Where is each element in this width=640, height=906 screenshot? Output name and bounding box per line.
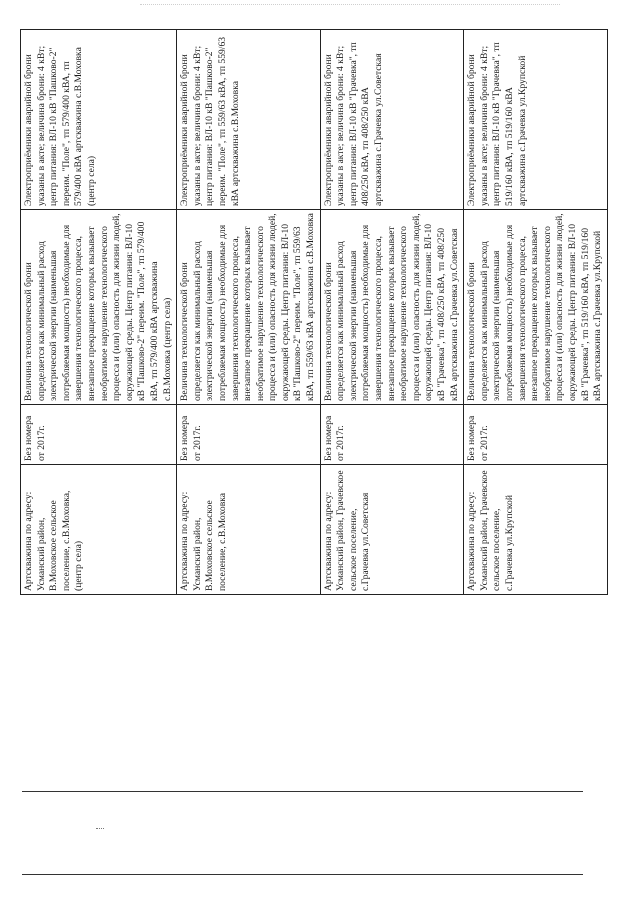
horizontal-rule xyxy=(22,874,583,875)
scan-noise-line xyxy=(140,4,560,6)
note-cell: Электроприёмники аварийной брони указаны в акте; величина брони: 4 кВт; центр питания: ВЛ-10 кВ "Пашково-2" переим. "Поле", тп 579/400 кВА, тп 579/400 кВА артскважина с.В.Моховка (центр села) xyxy=(21,30,177,210)
object-address-cell: Артскважина по адресу: Усманский район, В.Моховское сельское поселение, с.В.Моховка, (центр села) xyxy=(21,465,177,595)
note-cell: Электроприёмники аварийной брони указаны в акте; величина брони: 4 кВт; центр питания: ВЛ-10 кВ "Пашково-2" переим. "Поле", тп 559/63 кВА, тп 559/63 кВА артскважина с.В.Моховка xyxy=(177,30,321,210)
object-address-cell: Артскважина по адресу: Усманский район, Грачевское сельское поселение, с.Грачевка ул.Крупской xyxy=(464,465,608,595)
note-cell: Электроприёмники аварийной брони указаны в акте; величина брони: 4 кВт; центр питания: ВЛ-10 кВ "Грачевка", тп 408/250 кВА, тп 408/250 кВА артскважина с.Грачевка ул.Советская xyxy=(320,30,464,210)
table-row xyxy=(464,30,608,595)
table-row xyxy=(177,30,321,595)
description-cell: Величина технологической брони определяется как минимальный расход электрической энергии (наименьшая потребляемая мощность) необходимые для завершения технологического процесса, внезапное прекращение которых вызывает необратимое нарушение технологического процесса и (или) опасность для жизни людей, окружающей среды. Центр питания: ВЛ-10 кВ "Грачевка", тп 408/250 кВА, тп 408/250 кВА артскважина с.Грачевка ул.Советская xyxy=(320,210,464,405)
horizontal-rule xyxy=(22,791,583,792)
rotated-table-page xyxy=(20,30,604,595)
document-cell: Без номера от 2017г. xyxy=(320,405,464,465)
description-cell: Величина технологической брони определяется как минимальный расход электрической энергии (наименьшая потребляемая мощность) необходимые для завершения технологического процесса, внезапное прекращение которых вызывает необратимое нарушение технологического процесса и (или) опасность для жизни людей, окружающей среды. Центр питания: ВЛ-10 кВ "Грачевка", тп 519/160 кВА, тп 519/160 кВА артскважина с.Грачевка ул.Крупской xyxy=(464,210,608,405)
document-cell: Без номера от 2017г. xyxy=(21,405,177,465)
note-cell: Электроприёмники аварийной брони указаны в акте; величина брони: 4 кВт; центр питания: ВЛ-10 кВ "Грачевка", тп 519/160 кВА, тп 519/160 кВА артскважина с.Грачевка ул.Крупской xyxy=(464,30,608,210)
emergency-reserve-table xyxy=(20,29,608,595)
document-cell: Без номера от 2017г. xyxy=(464,405,608,465)
description-cell: Величина технологической брони определяется как минимальный расход электрической энергии (наименьшая потребляемая мощность) необходимые для завершения технологического процесса, внезапное прекращение которых вызывает необратимое нарушение технологического процесса и (или) опасность для жизни людей, окружающей среды. Центр питания: ВЛ-10 кВ "Пашково-2" переим. "Поле", тп 579/400 кВА, тп 579/400 кВА артскважина с.В.Моховка (центр села) xyxy=(21,210,177,405)
object-address-cell: Артскважина по адресу: Усманский район, В.Моховское сельское поселение, с.В.Моховка xyxy=(177,465,321,595)
scan-mark xyxy=(96,828,104,831)
table-row xyxy=(320,30,464,595)
document-cell: Без номера от 2017г. xyxy=(177,405,321,465)
object-address-cell: Артскважина по адресу: Усманский район, Грачевское сельское поселение, с.Грачевка ул.Советская xyxy=(320,465,464,595)
description-cell: Величина технологической брони определяется как минимальный расход электрической энергии (наименьшая потребляемая мощность) необходимые для завершения технологического процесса, внезапное прекращение которых вызывает необратимое нарушение технологического процесса и (или) опасность для жизни людей, окружающей среды. Центр питания: ВЛ-10 кВ "Пашково-2" переим. "Поле", тп 559/63 кВА, тп 559/63 кВА артскважина с.В.Моховка xyxy=(177,210,321,405)
table-row xyxy=(21,30,177,595)
